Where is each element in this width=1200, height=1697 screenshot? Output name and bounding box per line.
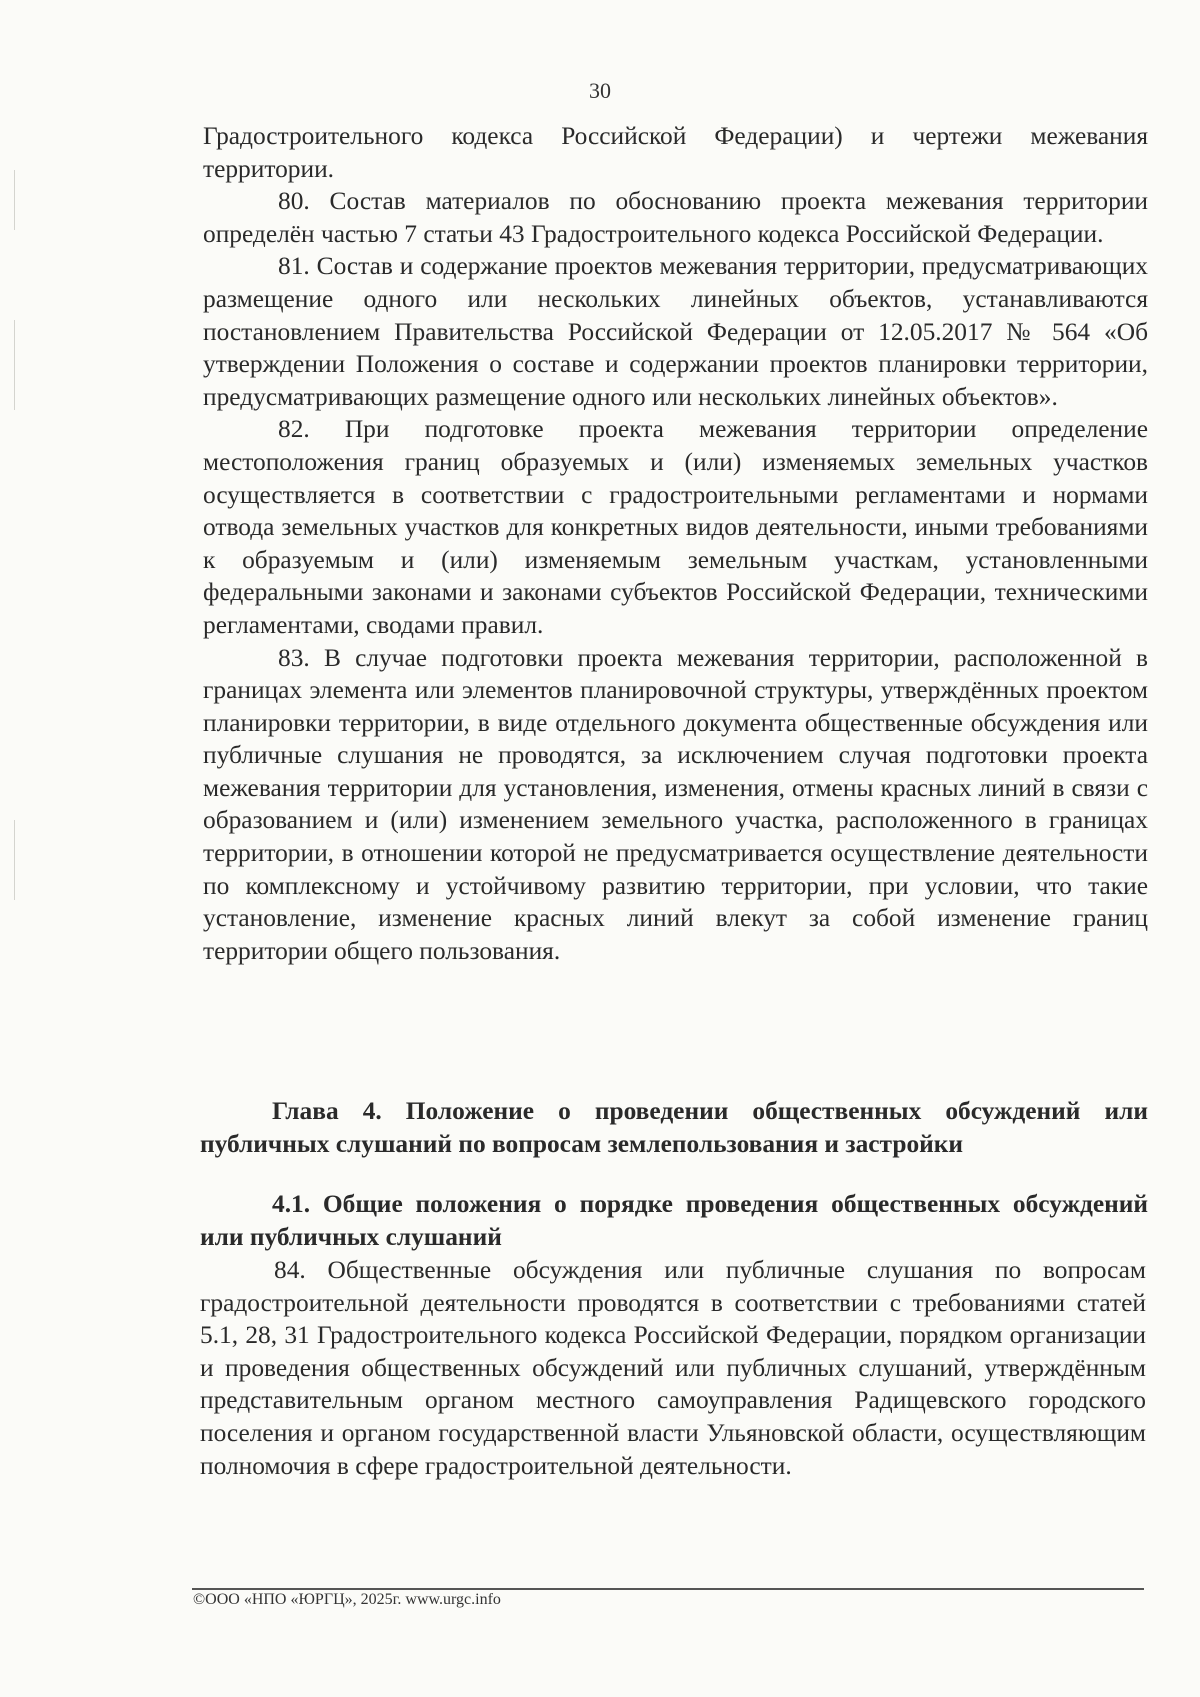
scan-margin-mark [14,820,15,900]
paragraph-83: 83. В случае подготовки проекта межевания территории, расположенной в границах элемента или элементов планировочной структуры, утверждённых проектом планировки территории, в виде отдельного документа общественные обсуждения или публичные слушания не проводятся, за исключением случая подготовки проекта межевания территории для установления, изменения, отмены красных линий в связи с образованием и (или) изменением земельного участка, расположенного в границах территории, в отношении которой не предусматривается осуществление деятельности по комплексному и устойчивому развитию территории, при условии, что такие установление, изменение красных линий влекут за собой изменение границ территории общего пользования. [203,643,1148,965]
paragraph-82: 82. При подготовке проекта межевания территории определение местоположения границ образуемых и (или) изменяемых земельных участков осуществляется в соответствии с градостроительными регламентами и нормами отвода земельных участков для конкретных видов деятельности, иными требованиями к образуемым и (или) изменяемым земельным участкам, установленными федеральными законами и законами субъектов Российской Федерации, техническими регламентами, сводами правил. [203,415,1148,639]
footer-rule [192,1588,1144,1590]
paragraph-80: 80. Состав материалов по обоснованию проекта межевания территории определён частью 7 статьи 43 Градостроительного кодекса Российской Федерации. [203,187,1148,248]
paragraph-84: 84. Общественные обсуждения или публичные слушания по вопросам градостроительной деятельности проводятся в соответствии с требованиями статей 5.1, 28, 31 Градостроительного кодекса Российской Федерации, порядком организации и проведения общественных обсуждений или публичных слушаний, утверждённым представительным органом местного самоуправления Радищевского городского поселения и органом государственной власти Ульяновской области, осуществляющим полномочия в сфере градостроительной деятельности. [200,1256,1146,1480]
chapter-heading: Глава 4. Положение о проведении общественных обсуждений или публичных слушаний по вопросам землепользования и застройки [200,1097,1148,1158]
continuation-paragraph: Градостроительного кодекса Российской Федерации) и чертежи межевания территории. [203,122,1148,183]
body-text [203,120,1148,967]
scan-margin-mark [14,170,15,230]
page-number: 30 [589,78,611,103]
paragraph-81: 81. Состав и содержание проектов межевания территории, предусматривающих размещение одного или нескольких линейных объектов, устанавливаются постановлением Правительства Российской Федерации от 12.05.2017 № 564 «Об утверждении Положения о составе и содержании проектов планировки территории, предусматривающих размещение одного или нескольких линейных объектов». [203,252,1148,411]
section-text [200,1254,1146,1482]
footer-copyright: ©ООО «НПО «ЮРГЦ», 2025г. www.urgc.info [193,1591,501,1608]
section-heading: 4.1. Общие положения о порядке проведения общественных обсуждений или публичных слушаний [200,1190,1148,1251]
scan-margin-mark [14,320,15,410]
